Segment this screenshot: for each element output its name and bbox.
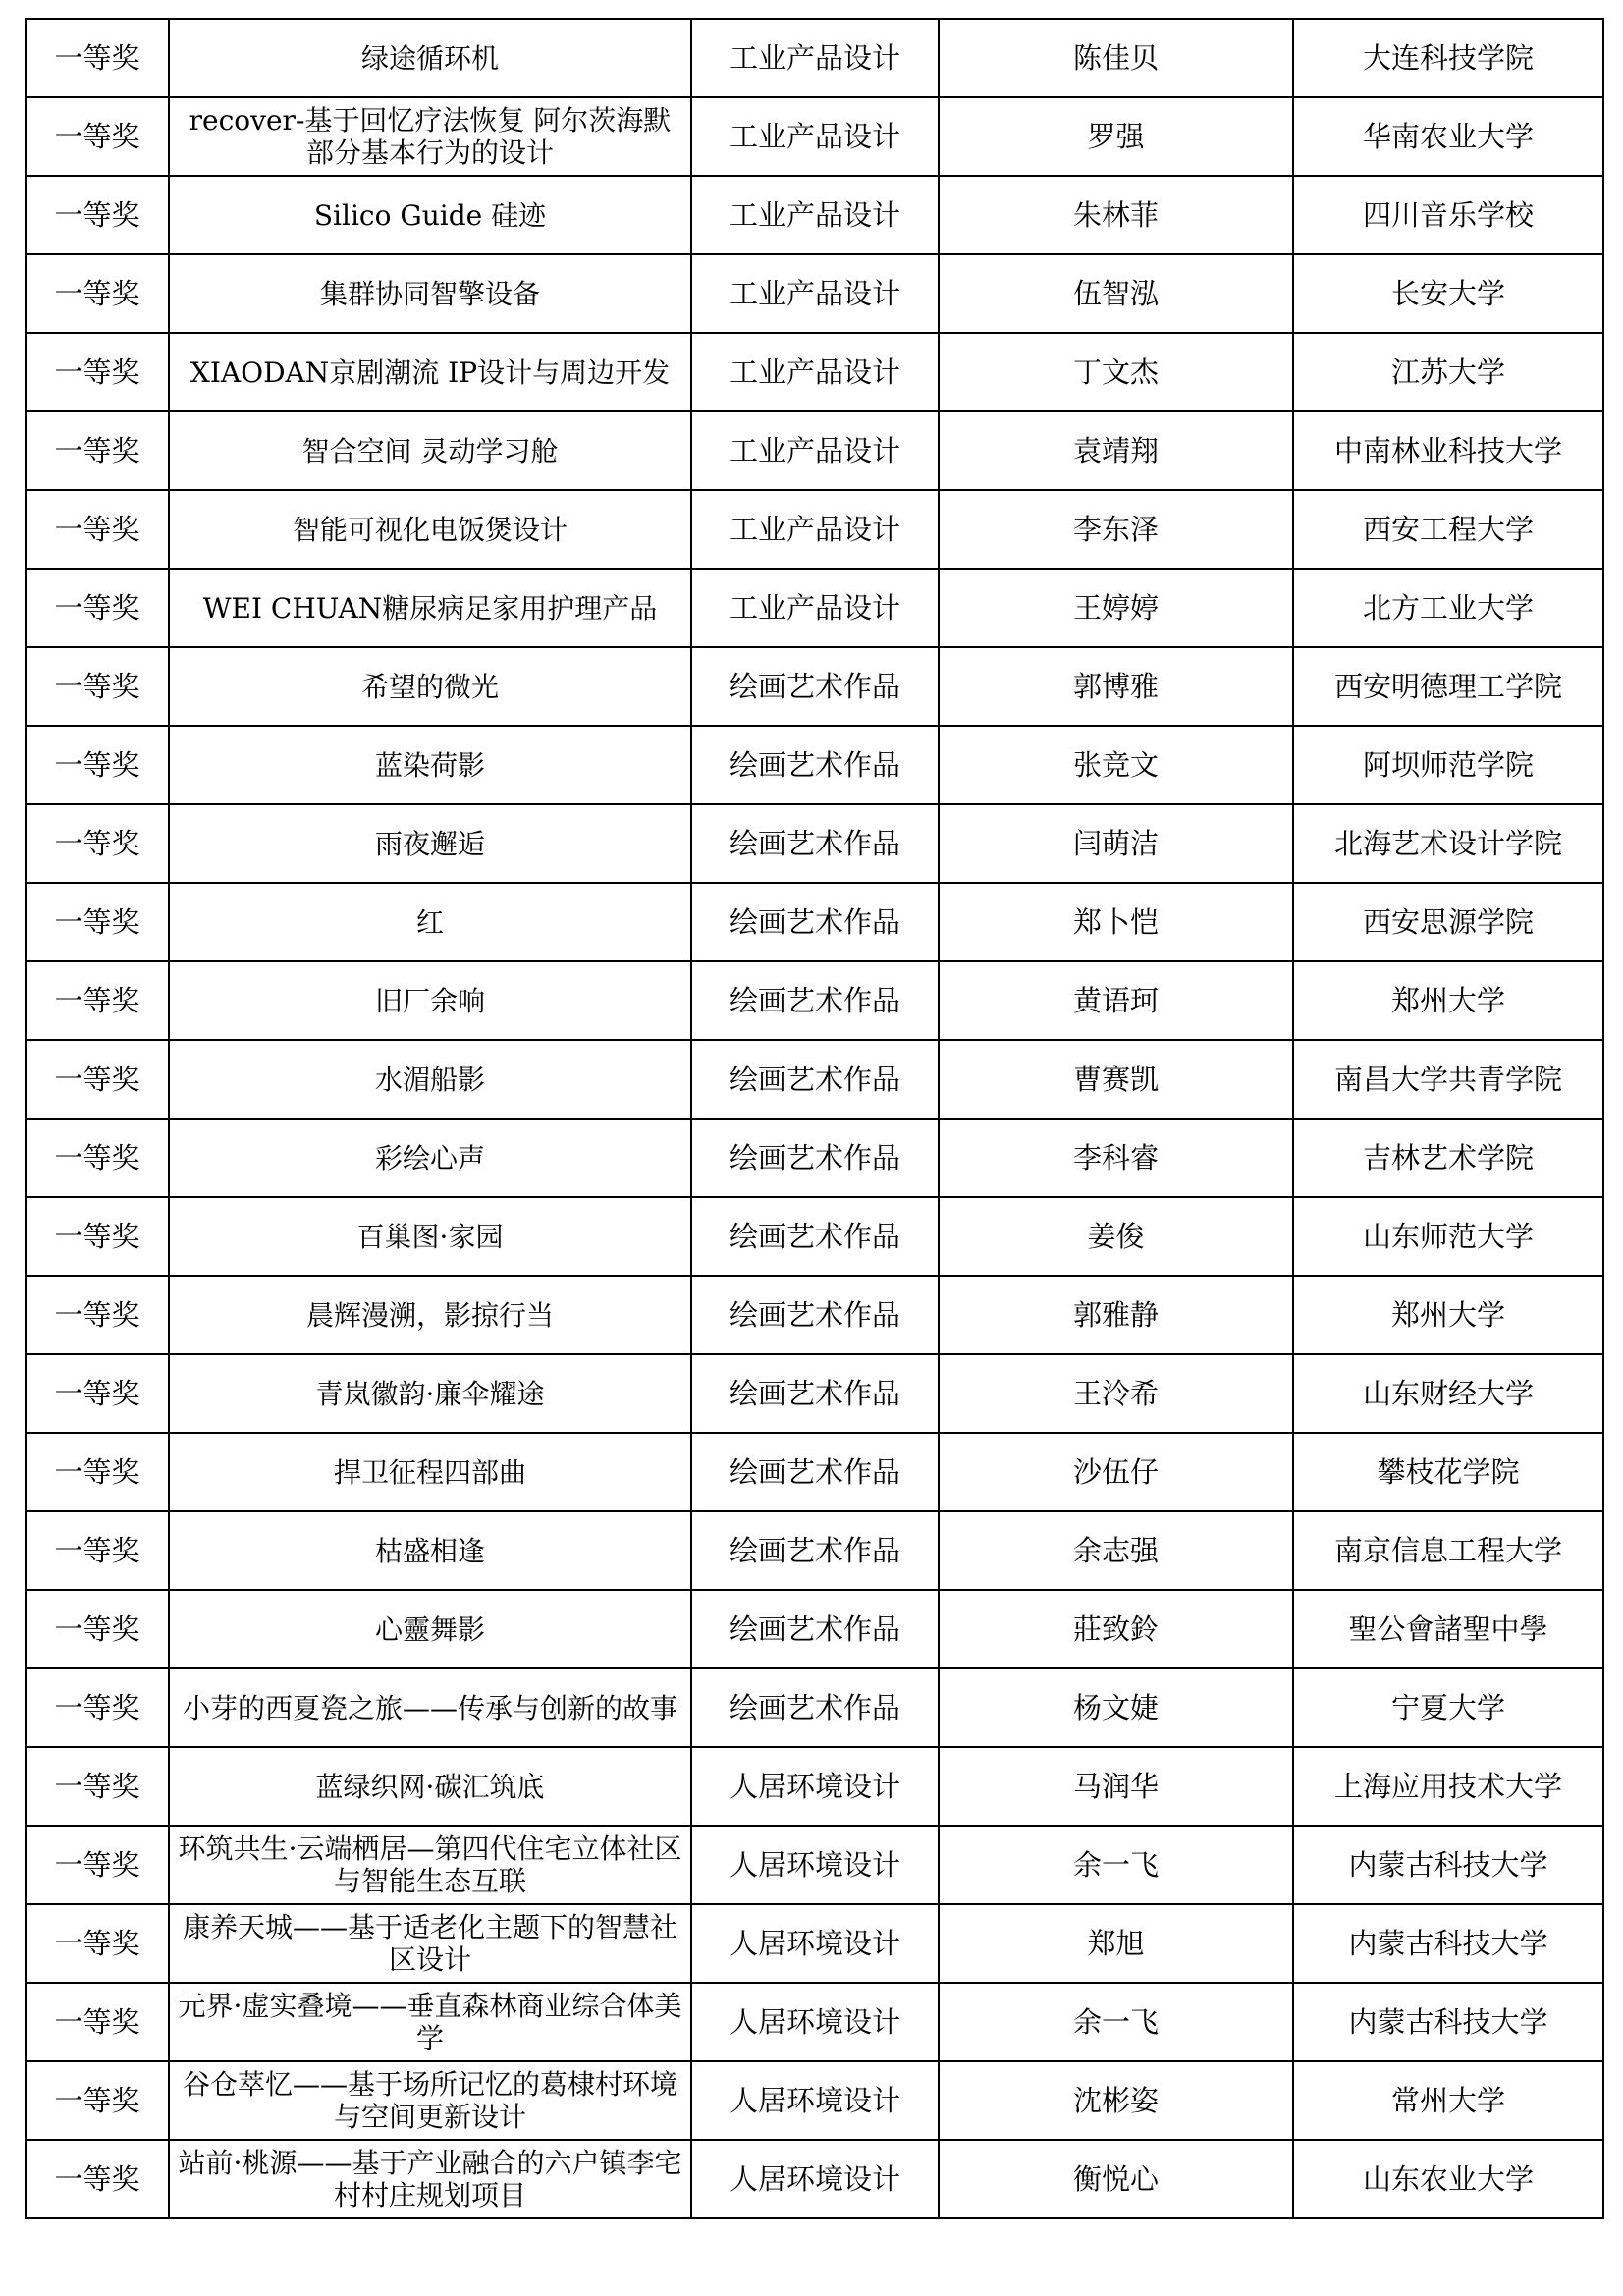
school-cell: 宁夏大学 [1293, 1668, 1603, 1747]
author-cell: 郭雅静 [939, 1276, 1293, 1354]
award-level-cell: 一等奖 [26, 254, 169, 333]
school-cell: 山东财经大学 [1293, 1354, 1603, 1433]
school-cell: 阿坝师范学院 [1293, 726, 1603, 804]
award-level-cell: 一等奖 [26, 19, 169, 97]
work-title-cell: 康养天城——基于适老化主题下的智慧社区设计 [169, 1904, 691, 1983]
table-row [26, 333, 1603, 411]
table-row [26, 1747, 1603, 1826]
work-title-cell: 彩绘心声 [169, 1119, 691, 1197]
school-cell: 聖公會諸聖中學 [1293, 1590, 1603, 1668]
author-cell: 余一飞 [939, 1983, 1293, 2061]
school-cell: 中南林业科技大学 [1293, 411, 1603, 490]
author-cell: 闫萌洁 [939, 804, 1293, 883]
category-cell: 绘画艺术作品 [691, 647, 939, 726]
author-cell: 郑旭 [939, 1904, 1293, 1983]
table-row [26, 1511, 1603, 1590]
school-cell: 大连科技学院 [1293, 19, 1603, 97]
author-cell: 伍智泓 [939, 254, 1293, 333]
category-cell: 绘画艺术作品 [691, 1197, 939, 1276]
school-cell: 西安工程大学 [1293, 490, 1603, 569]
school-cell: 西安明德理工学院 [1293, 647, 1603, 726]
work-title-cell: 智能可视化电饭煲设计 [169, 490, 691, 569]
category-cell: 人居环境设计 [691, 1983, 939, 2061]
table-row [26, 254, 1603, 333]
table-row [26, 2061, 1603, 2140]
work-title-cell: 蓝绿织网·碳汇筑底 [169, 1747, 691, 1826]
work-title-cell: 小芽的西夏瓷之旅——传承与创新的故事 [169, 1668, 691, 1747]
author-cell: 莊致鈴 [939, 1590, 1293, 1668]
category-cell: 人居环境设计 [691, 2140, 939, 2218]
author-cell: 朱林菲 [939, 176, 1293, 254]
award-level-cell: 一等奖 [26, 333, 169, 411]
school-cell: 常州大学 [1293, 2061, 1603, 2140]
school-cell: 内蒙古科技大学 [1293, 1826, 1603, 1904]
category-cell: 工业产品设计 [691, 569, 939, 647]
school-cell: 上海应用技术大学 [1293, 1747, 1603, 1826]
work-title-cell: recover-基于回忆疗法恢复 阿尔茨海默部分基本行为的设计 [169, 97, 691, 176]
award-level-cell: 一等奖 [26, 1983, 169, 2061]
category-cell: 绘画艺术作品 [691, 1511, 939, 1590]
award-level-cell: 一等奖 [26, 647, 169, 726]
category-cell: 绘画艺术作品 [691, 1668, 939, 1747]
award-level-cell: 一等奖 [26, 961, 169, 1040]
category-cell: 人居环境设计 [691, 1826, 939, 1904]
work-title-cell: Silico Guide 硅迹 [169, 176, 691, 254]
table-row [26, 176, 1603, 254]
table-row [26, 961, 1603, 1040]
award-level-cell: 一等奖 [26, 569, 169, 647]
award-level-cell: 一等奖 [26, 1747, 169, 1826]
school-cell: 攀枝花学院 [1293, 1433, 1603, 1511]
category-cell: 工业产品设计 [691, 411, 939, 490]
author-cell: 余一飞 [939, 1826, 1293, 1904]
award-level-cell: 一等奖 [26, 1276, 169, 1354]
category-cell: 绘画艺术作品 [691, 1119, 939, 1197]
work-title-cell: 红 [169, 883, 691, 961]
category-cell: 人居环境设计 [691, 2061, 939, 2140]
author-cell: 郭博雅 [939, 647, 1293, 726]
table-row [26, 1826, 1603, 1904]
category-cell: 工业产品设计 [691, 254, 939, 333]
author-cell: 袁靖翔 [939, 411, 1293, 490]
table-row [26, 2140, 1603, 2218]
table-row [26, 97, 1603, 176]
category-cell: 人居环境设计 [691, 1747, 939, 1826]
award-level-cell: 一等奖 [26, 1433, 169, 1511]
author-cell: 杨文婕 [939, 1668, 1293, 1747]
school-cell: 山东师范大学 [1293, 1197, 1603, 1276]
work-title-cell: 绿途循环机 [169, 19, 691, 97]
table-row [26, 1197, 1603, 1276]
school-cell: 北方工业大学 [1293, 569, 1603, 647]
school-cell: 郑州大学 [1293, 1276, 1603, 1354]
award-list-table [25, 18, 1604, 2219]
author-cell: 李科睿 [939, 1119, 1293, 1197]
author-cell: 曹赛凯 [939, 1040, 1293, 1119]
category-cell: 绘画艺术作品 [691, 1276, 939, 1354]
award-level-cell: 一等奖 [26, 1668, 169, 1747]
award-level-cell: 一等奖 [26, 804, 169, 883]
award-level-cell: 一等奖 [26, 97, 169, 176]
category-cell: 绘画艺术作品 [691, 961, 939, 1040]
author-cell: 黄语珂 [939, 961, 1293, 1040]
work-title-cell: 谷仓萃忆——基于场所记忆的葛棣村环境与空间更新设计 [169, 2061, 691, 2140]
work-title-cell: 蓝染荷影 [169, 726, 691, 804]
category-cell: 绘画艺术作品 [691, 883, 939, 961]
work-title-cell: 青岚徽韵·廉伞耀途 [169, 1354, 691, 1433]
table-row [26, 411, 1603, 490]
school-cell: 北海艺术设计学院 [1293, 804, 1603, 883]
work-title-cell: 元界·虚实叠境——垂直森林商业综合体美学 [169, 1983, 691, 2061]
award-level-cell: 一等奖 [26, 1119, 169, 1197]
work-title-cell: 环筑共生·云端栖居—第四代住宅立体社区与智能生态互联 [169, 1826, 691, 1904]
school-cell: 四川音乐学校 [1293, 176, 1603, 254]
author-cell: 衡悦心 [939, 2140, 1293, 2218]
work-title-cell: 枯盛相逢 [169, 1511, 691, 1590]
award-level-cell: 一等奖 [26, 411, 169, 490]
school-cell: 郑州大学 [1293, 961, 1603, 1040]
table-row [26, 804, 1603, 883]
school-cell: 南昌大学共青学院 [1293, 1040, 1603, 1119]
author-cell: 沙伍仔 [939, 1433, 1293, 1511]
award-level-cell: 一等奖 [26, 726, 169, 804]
work-title-cell: 雨夜邂逅 [169, 804, 691, 883]
table-row [26, 1983, 1603, 2061]
work-title-cell: WEI CHUAN糖尿病足家用护理产品 [169, 569, 691, 647]
award-level-cell: 一等奖 [26, 1197, 169, 1276]
table-row [26, 490, 1603, 569]
work-title-cell: 心靈舞影 [169, 1590, 691, 1668]
award-level-cell: 一等奖 [26, 1590, 169, 1668]
school-cell: 南京信息工程大学 [1293, 1511, 1603, 1590]
category-cell: 绘画艺术作品 [691, 1040, 939, 1119]
table-row [26, 1904, 1603, 1983]
school-cell: 长安大学 [1293, 254, 1603, 333]
table-row [26, 1590, 1603, 1668]
work-title-cell: XIAODAN京剧潮流 IP设计与周边开发 [169, 333, 691, 411]
category-cell: 绘画艺术作品 [691, 726, 939, 804]
award-level-cell: 一等奖 [26, 1904, 169, 1983]
work-title-cell: 集群协同智擎设备 [169, 254, 691, 333]
work-title-cell: 希望的微光 [169, 647, 691, 726]
award-level-cell: 一等奖 [26, 1511, 169, 1590]
table-row [26, 19, 1603, 97]
table-row [26, 1668, 1603, 1747]
category-cell: 工业产品设计 [691, 490, 939, 569]
work-title-cell: 旧厂余响 [169, 961, 691, 1040]
category-cell: 工业产品设计 [691, 19, 939, 97]
table-row [26, 1276, 1603, 1354]
table-row [26, 1433, 1603, 1511]
school-cell: 山东农业大学 [1293, 2140, 1603, 2218]
category-cell: 工业产品设计 [691, 97, 939, 176]
school-cell: 内蒙古科技大学 [1293, 1983, 1603, 2061]
author-cell: 郑卜恺 [939, 883, 1293, 961]
award-level-cell: 一等奖 [26, 1354, 169, 1433]
award-level-cell: 一等奖 [26, 1826, 169, 1904]
table-row [26, 569, 1603, 647]
school-cell: 江苏大学 [1293, 333, 1603, 411]
award-level-cell: 一等奖 [26, 1040, 169, 1119]
table-row [26, 726, 1603, 804]
school-cell: 内蒙古科技大学 [1293, 1904, 1603, 1983]
author-cell: 余志强 [939, 1511, 1293, 1590]
award-level-cell: 一等奖 [26, 490, 169, 569]
author-cell: 沈彬姿 [939, 2061, 1293, 2140]
table-row [26, 1119, 1603, 1197]
award-level-cell: 一等奖 [26, 883, 169, 961]
table-row [26, 1354, 1603, 1433]
author-cell: 王婷婷 [939, 569, 1293, 647]
author-cell: 丁文杰 [939, 333, 1293, 411]
award-level-cell: 一等奖 [26, 2140, 169, 2218]
award-level-cell: 一等奖 [26, 176, 169, 254]
school-cell: 华南农业大学 [1293, 97, 1603, 176]
author-cell: 姜俊 [939, 1197, 1293, 1276]
category-cell: 绘画艺术作品 [691, 1354, 939, 1433]
school-cell: 吉林艺术学院 [1293, 1119, 1603, 1197]
school-cell: 西安思源学院 [1293, 883, 1603, 961]
table-row [26, 883, 1603, 961]
category-cell: 工业产品设计 [691, 176, 939, 254]
award-table-body [26, 19, 1603, 2218]
author-cell: 马润华 [939, 1747, 1293, 1826]
category-cell: 绘画艺术作品 [691, 1590, 939, 1668]
author-cell: 张竞文 [939, 726, 1293, 804]
work-title-cell: 水湄船影 [169, 1040, 691, 1119]
category-cell: 工业产品设计 [691, 333, 939, 411]
award-level-cell: 一等奖 [26, 2061, 169, 2140]
work-title-cell: 站前·桃源——基于产业融合的六户镇李宅村村庄规划项目 [169, 2140, 691, 2218]
table-row [26, 647, 1603, 726]
category-cell: 人居环境设计 [691, 1904, 939, 1983]
author-cell: 罗强 [939, 97, 1293, 176]
author-cell: 李东泽 [939, 490, 1293, 569]
work-title-cell: 百巢图·家园 [169, 1197, 691, 1276]
work-title-cell: 晨辉漫溯，影掠行当 [169, 1276, 691, 1354]
category-cell: 绘画艺术作品 [691, 804, 939, 883]
work-title-cell: 捍卫征程四部曲 [169, 1433, 691, 1511]
author-cell: 王泠希 [939, 1354, 1293, 1433]
table-row [26, 1040, 1603, 1119]
category-cell: 绘画艺术作品 [691, 1433, 939, 1511]
author-cell: 陈佳贝 [939, 19, 1293, 97]
work-title-cell: 智合空间 灵动学习舱 [169, 411, 691, 490]
